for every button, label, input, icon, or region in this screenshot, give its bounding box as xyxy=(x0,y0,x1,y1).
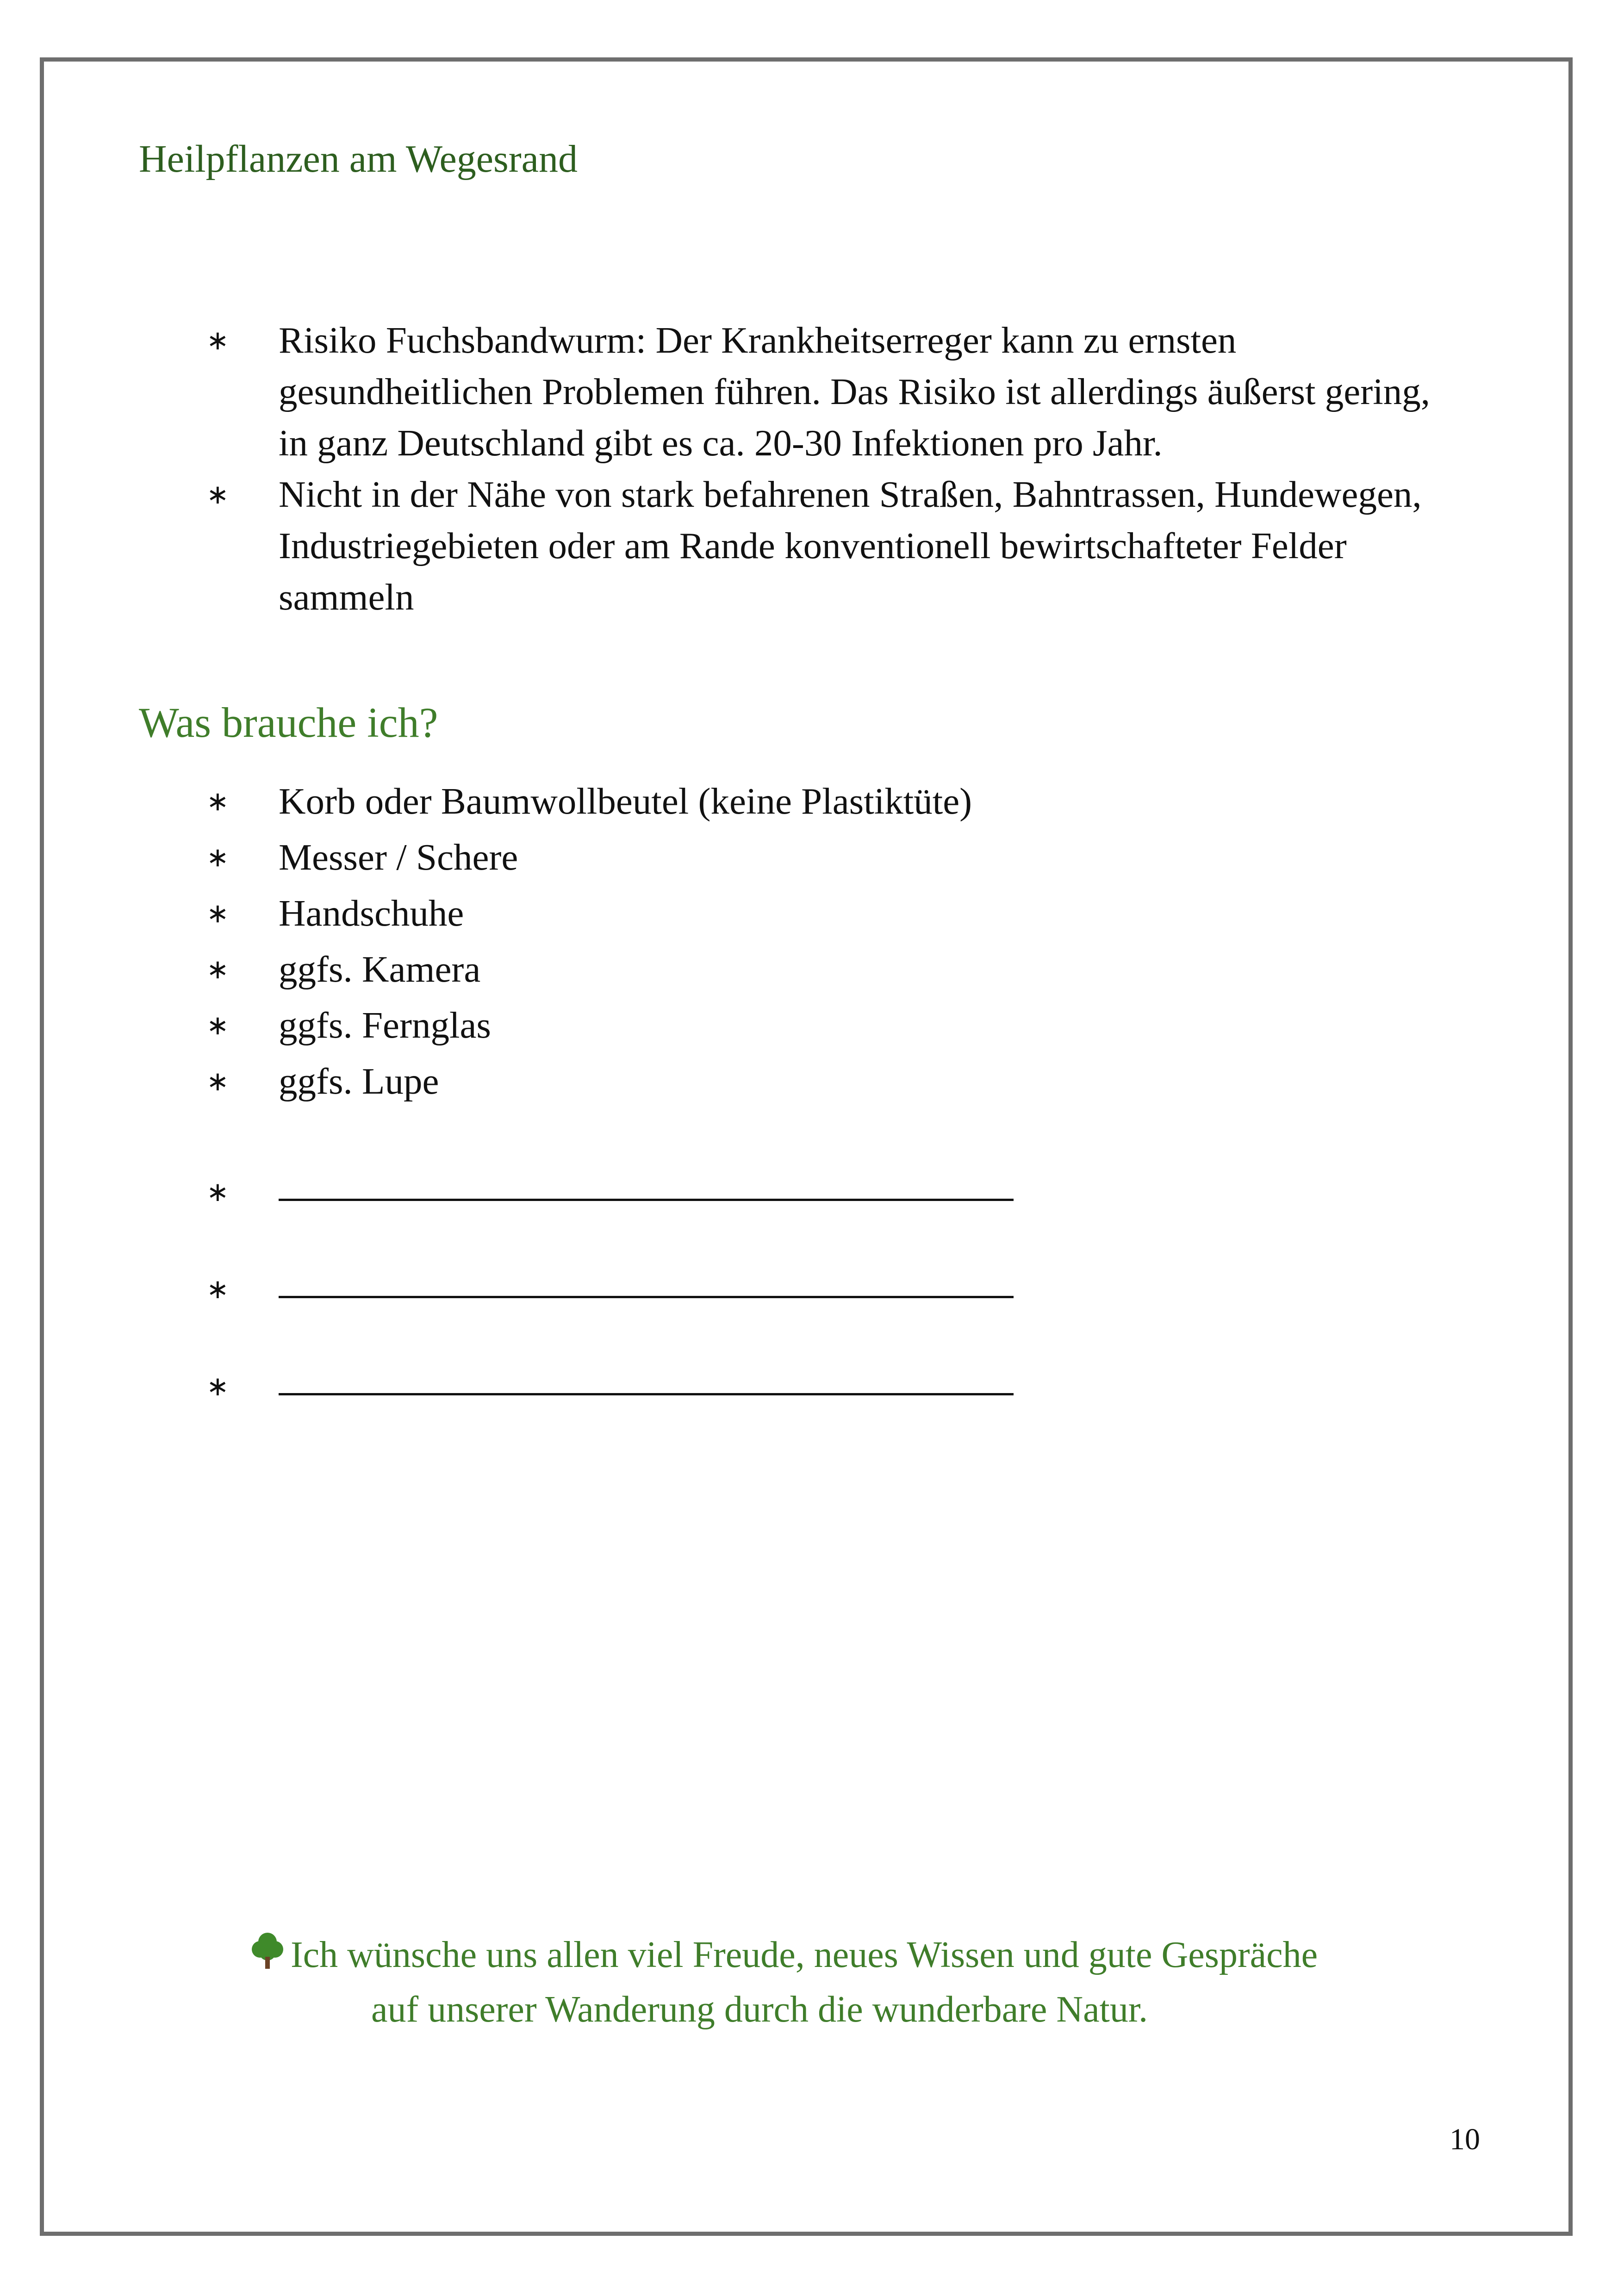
asterisk-bullet-icon: ∗ xyxy=(206,953,229,985)
asterisk-bullet-icon: ∗ xyxy=(206,1009,229,1041)
page-number: 10 xyxy=(1450,2122,1480,2156)
asterisk-bullet-icon: ∗ xyxy=(206,897,229,929)
list-item xyxy=(0,1000,1618,1051)
list-item xyxy=(0,315,1459,469)
asterisk-bullet-icon: ∗ xyxy=(206,324,229,356)
asterisk-bullet-icon: ∗ xyxy=(206,1370,229,1402)
list-item-text: Nicht in der Nähe von stark befahrenen Straßen, Bahntrassen, Hundewegen, Industriegebieten oder am Rande konventionell bewirtschafteter Felder sammeln xyxy=(279,473,1422,618)
list-item xyxy=(0,469,1459,623)
asterisk-bullet-icon: ∗ xyxy=(206,841,229,873)
tree-icon xyxy=(250,1931,285,1984)
asterisk-bullet-icon: ∗ xyxy=(206,1273,229,1305)
list-item-text: Handschuhe xyxy=(279,892,464,934)
risk-list xyxy=(0,315,1618,623)
section-heading: Was brauche ich? xyxy=(139,699,438,746)
list-item xyxy=(0,776,1618,827)
asterisk-bullet-icon: ∗ xyxy=(206,1065,229,1097)
asterisk-bullet-icon: ∗ xyxy=(206,479,229,510)
blank-write-in-line xyxy=(279,1199,1014,1201)
asterisk-bullet-icon: ∗ xyxy=(206,1176,229,1207)
blank-write-in-line xyxy=(279,1296,1014,1298)
list-item-text: ggfs. Kamera xyxy=(279,948,481,990)
blank-entry-row xyxy=(0,1351,1618,1407)
list-item xyxy=(0,944,1618,995)
running-header: Heilpflanzen am Wegesrand xyxy=(139,137,578,180)
list-item-text: Risiko Fuchsbandwurm: Der Krankheitserreger kann zu ernsten gesundheitlichen Problemen führen. Das Risiko ist allerdings äußerst gering, in ganz Deutschland gibt es ca. 20-30 Infektionen pro Jahr. xyxy=(279,319,1430,464)
closing-line-2: auf unserer Wanderung durch die wunderbare Natur. xyxy=(371,1989,1148,2030)
closing-message xyxy=(250,1929,1318,2035)
list-item xyxy=(0,1056,1618,1107)
list-item-text: Messer / Schere xyxy=(279,836,518,878)
list-item xyxy=(0,832,1618,883)
blank-entry-row xyxy=(0,1254,1618,1310)
list-item-text: ggfs. Lupe xyxy=(279,1060,439,1102)
closing-line-1: Ich wünsche uns allen viel Freude, neues Wissen und gute Gespräche xyxy=(291,1935,1318,1975)
list-item-text: ggfs. Fernglas xyxy=(279,1004,491,1046)
list-item-text: Korb oder Baumwollbeutel (keine Plastiktüte) xyxy=(279,780,972,822)
blank-write-in-line xyxy=(279,1393,1014,1395)
needs-list xyxy=(0,776,1618,1112)
list-item xyxy=(0,888,1618,939)
asterisk-bullet-icon: ∗ xyxy=(206,785,229,817)
blank-entry-row xyxy=(0,1157,1618,1213)
